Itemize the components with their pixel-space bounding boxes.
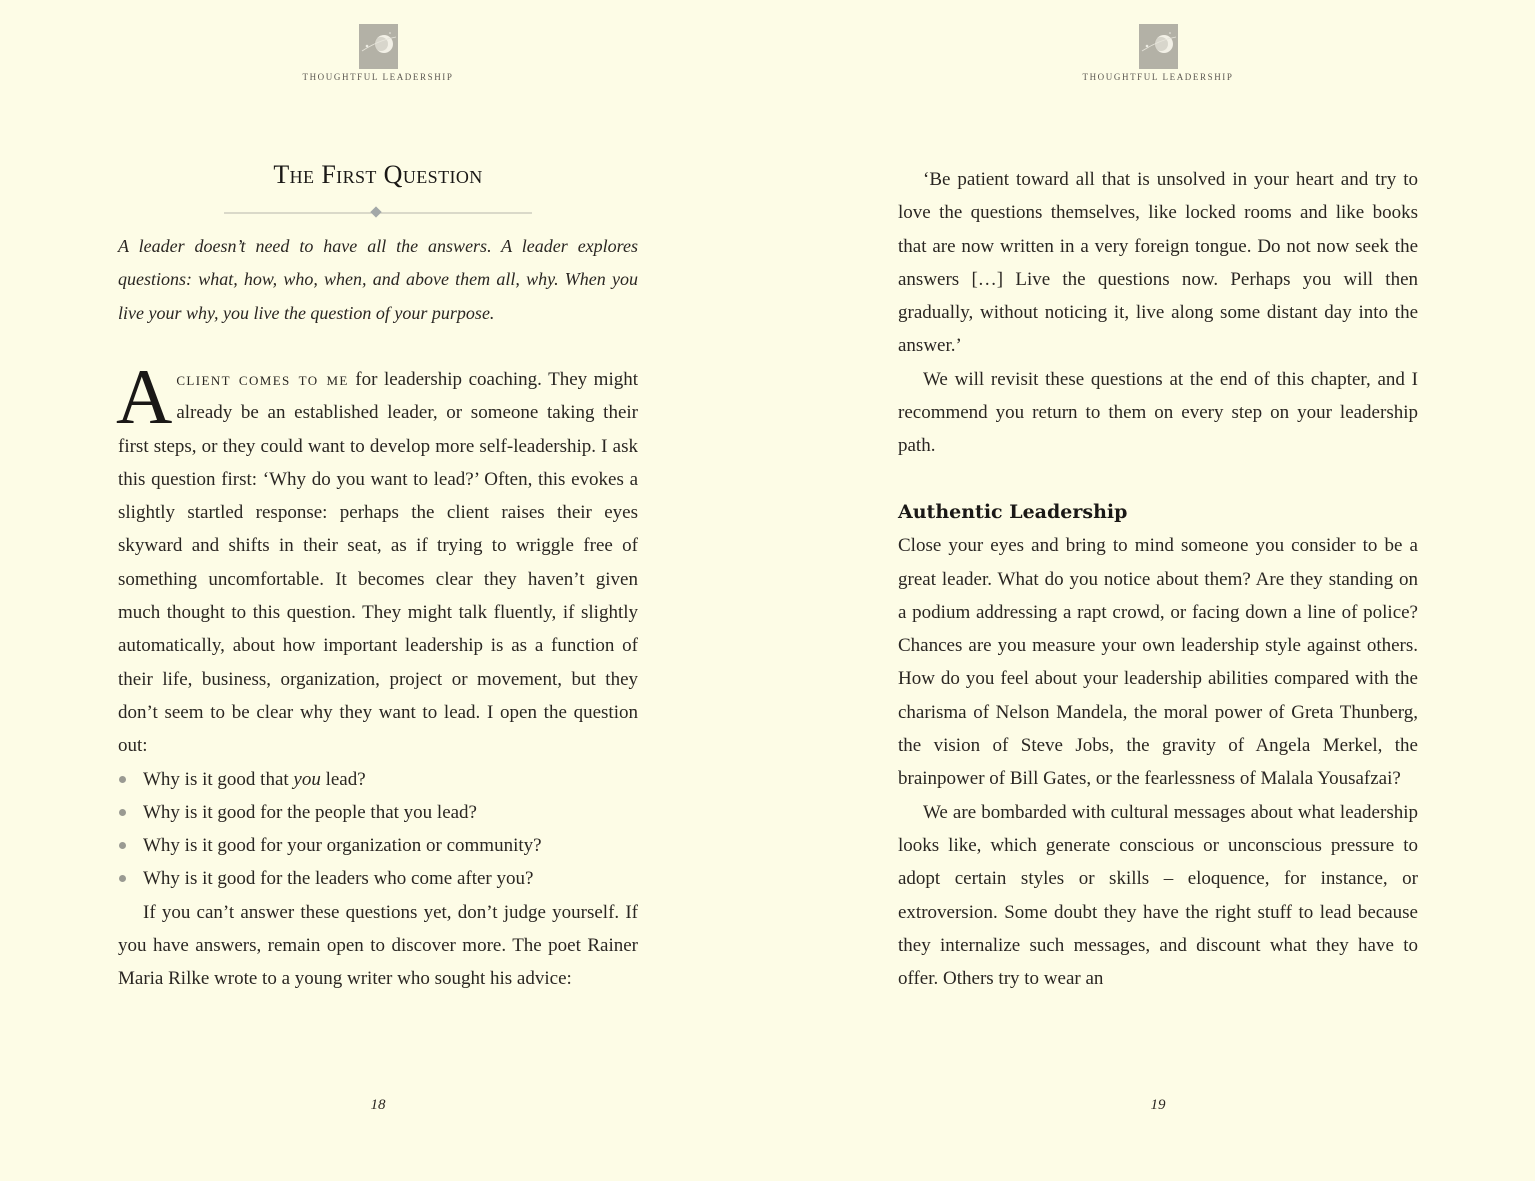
section-paragraph: We are bombarded with cultural messages about what leadership looks like, which generate conscious or unconscious pressure to adopt certain styles or skills – eloquence, for instance, or extroversion. Some doubt they have the right stuff to lead because they internalize such messages, and discount what they have to offer. Others try to wear an: [898, 801, 1418, 990]
opening-smallcaps: client comes to me: [176, 369, 349, 390]
revisit-paragraph: We will revisit these questions at the end of this chapter, and I recommend you return to them on every step on your leadership path.: [898, 368, 1418, 457]
bullet-icon: [119, 776, 126, 783]
chapter-title: The First Question: [273, 160, 483, 189]
page-number-right: 19: [1150, 1097, 1166, 1113]
bullet-icon: [119, 875, 126, 882]
section-heading: Authentic Leadership: [898, 500, 1128, 523]
epigraph: A leader doesn’t need to have all the answers. A leader explores questions: what, how, who, when, and above them all, why. When you live your why, you live the question of your purpose.: [118, 236, 638, 323]
list-item: Why is it good for your organization or community?: [118, 829, 638, 862]
bullet-icon: [119, 809, 126, 816]
list-item: Why is it good that you lead?: [118, 763, 638, 796]
body-text-left: [116, 353, 639, 996]
moon-planet-logo-icon: [1139, 24, 1178, 69]
title-divider: [224, 206, 532, 220]
question-list: [118, 763, 638, 896]
right-page: [898, 0, 1418, 1181]
moon-planet-logo-icon: [359, 24, 398, 69]
section-paragraph: Close your eyes and bring to mind someone you consider to be a great leader. What do you notice about them? Are they standing on a podium addressing a rapt crowd, or facing down a line of police? Chances are you measure your own leadership style against others. How do you feel about your leadership abilities compared with the charisma of Nelson Mandela, the moral power of Greta Thunberg, the vision of Steve Jobs, the gravity of Angela Merkel, the brainpower of Bill Gates, or the fearlessness of Malala Yousafzai?: [898, 535, 1418, 790]
list-item: Why is it good for the people that you lead?: [118, 796, 638, 829]
bullet-icon: [119, 842, 126, 849]
page-number-left: 18: [370, 1097, 386, 1113]
body-text-right: [898, 163, 1418, 995]
running-head-right: [898, 24, 1418, 82]
opening-text: for leadership coaching. They might already be an established leader, or someone taking their first steps, or they could want to develop more self-leadership. I ask this question first: ‘Why do you want to lead?’ Often, this evokes a slightly startled response: perhaps the client raises their eyes skyward and shifts in their seat, as if trying to wriggle free of something uncomfortable. It becomes clear they haven’t given much thought to this question. They might talk fluently, if slightly automatically, about how important leadership is as a function of their life, business, organization, project or movement, but they don’t seem to be clear why they want to lead. I open the question out:: [118, 369, 639, 757]
running-title: THOUGHTFUL LEADERSHIP: [302, 72, 454, 82]
opening-paragraph: [116, 353, 639, 763]
drop-cap: A: [116, 353, 173, 440]
closing-paragraph: If you can’t answer these questions yet, don’t judge yourself. If you have answers, remain open to discover more. The poet Rainer Maria Rilke wrote to a young writer who sought his advice:: [118, 901, 638, 990]
left-page: [118, 0, 638, 1181]
list-item: Why is it good for the leaders who come after you?: [118, 862, 638, 895]
rilke-quote: ‘Be patient toward all that is unsolved in your heart and try to love the questions themselves, like locked rooms and like books that are now written in a very foreign tongue. Do not now seek the answers […] Live the questions now. Perhaps you will then gradually, without noticing it, live along some distant day into the answer.’: [898, 169, 1418, 357]
running-title: THOUGHTFUL LEADERSHIP: [1082, 72, 1234, 82]
running-head-left: [118, 24, 638, 82]
